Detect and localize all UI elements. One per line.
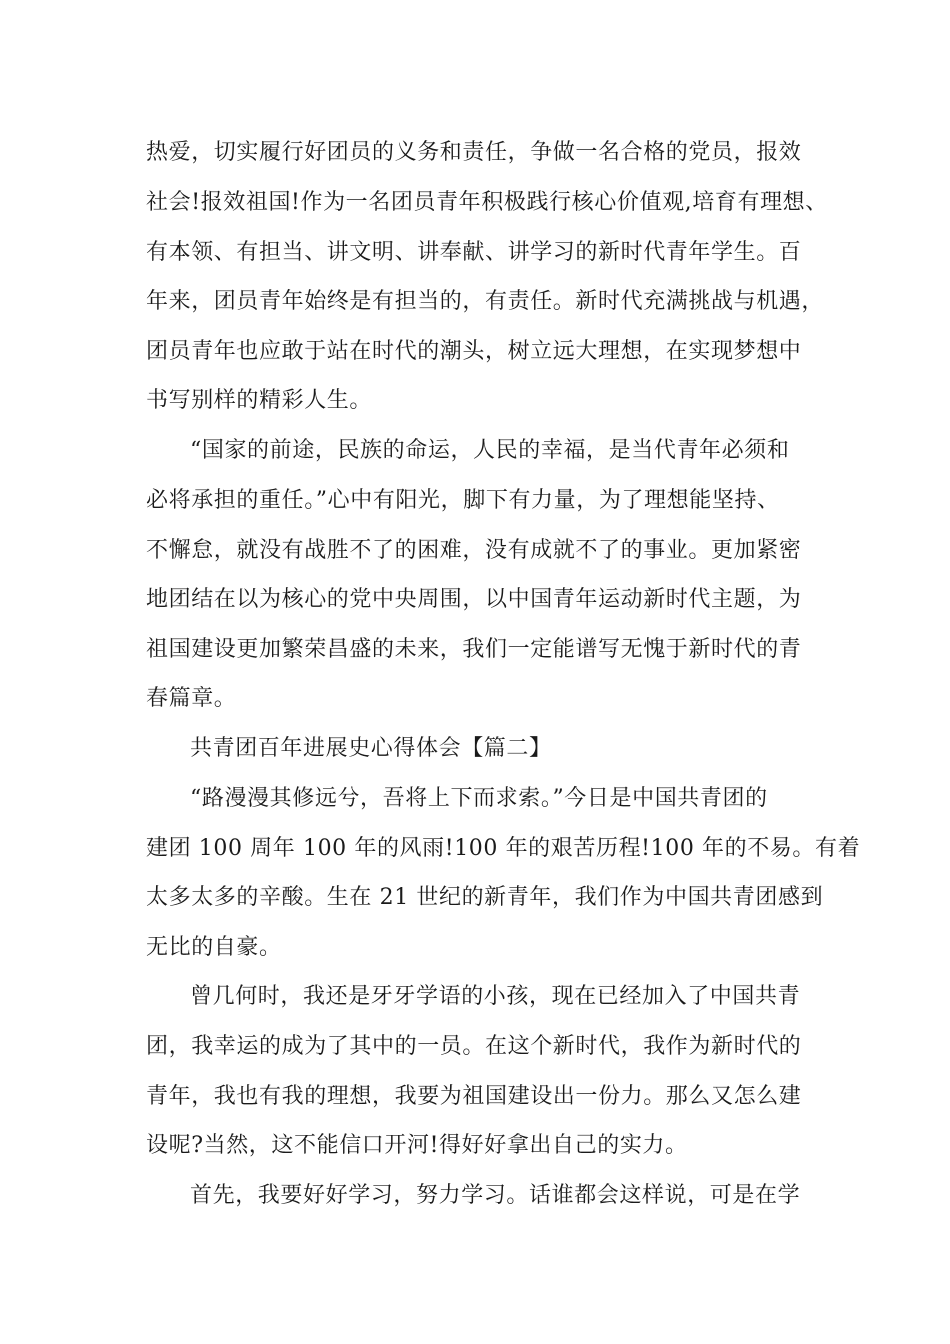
text-line: 必将承担的重任。”心中有阳光，脚下有力量，为了理想能坚持、 — [146, 488, 780, 513]
text-line: “路漫漫其修远兮，吾将上下而求索。”今日是中国共青团的 — [190, 786, 768, 811]
text-line: 建团 100 周年 100 年的风雨!100 年的艰苦历程!100 年的不易。有着 — [146, 836, 861, 861]
text-line: 曾几何时，我还是牙牙学语的小孩，现在已经加入了中国共青 — [190, 984, 801, 1009]
text-line: 不懈怠，就没有战胜不了的困难，没有成就不了的事业。更加紧密 — [146, 538, 802, 563]
text-line: 团，我幸运的成为了其中的一员。在这个新时代，我作为新时代的 — [146, 1034, 802, 1059]
section-heading: 共青团百年进展史心得体会【篇二】 — [190, 736, 552, 761]
text-line: 祖国建设更加繁荣昌盛的未来，我们一定能谱写无愧于新时代的青 — [146, 637, 802, 662]
text-line: 无比的自豪。 — [146, 935, 282, 960]
text-line: 社会!报效祖国!作为一名团员青年积极践行核心价值观,培育有理想、 — [146, 190, 828, 215]
text-line: “国家的前途，民族的命运，人民的幸福，是当代青年必须和 — [190, 438, 790, 463]
text-line: 青年，我也有我的理想，我要为祖国建设出一份力。那么又怎么建 — [146, 1084, 802, 1109]
text-line: 太多太多的辛酸。生在 21 世纪的新青年，我们作为中国共青团感到 — [146, 885, 824, 910]
text-line: 首先，我要好好学习，努力学习。话谁都会这样说，可是在学 — [190, 1183, 801, 1208]
text-line: 地团结在以为核心的党中央周围，以中国青年运动新时代主题，为 — [146, 587, 802, 612]
text-line: 书写别样的精彩人生。 — [146, 388, 373, 413]
text-line: 设呢?当然，这不能信口开河!得好好拿出自己的实力。 — [146, 1133, 688, 1158]
text-line: 年来，团员青年始终是有担当的，有责任。新时代充满挑战与机遇， — [146, 289, 825, 314]
text-line: 有本领、有担当、讲文明、讲奉献、讲学习的新时代青年学生。百 — [146, 240, 802, 265]
text-line: 热爱，切实履行好团员的义务和责任，争做一名合格的党员，报效 — [146, 140, 802, 165]
text-line: 团员青年也应敢于站在时代的潮头，树立远大理想，在实现梦想中 — [146, 339, 802, 364]
text-line: 春篇章。 — [146, 686, 237, 711]
